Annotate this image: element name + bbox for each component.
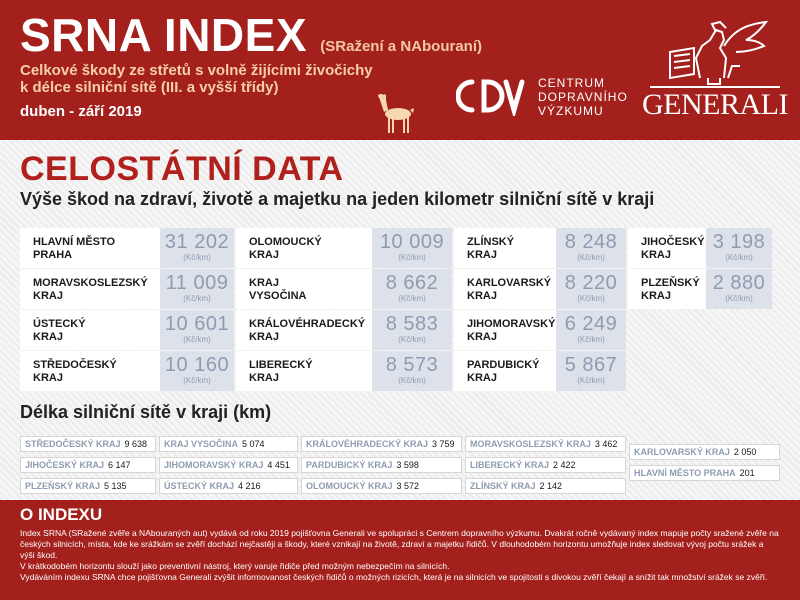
cdv-logo-icon (456, 76, 526, 116)
road-length-item: HLAVNÍ MĚSTO PRAHA 201 (629, 465, 780, 481)
region-damage-value: 2 880 (Kč/km) (706, 269, 772, 309)
region-damage-value: 10 160 (Kč/km) (160, 351, 234, 391)
region-label: ÚSTECKÝ KRAJ (20, 310, 160, 350)
region-label: JIHOČESKÝ KRAJ (628, 228, 706, 268)
region-label: PLZEŇSKÝ KRAJ (628, 269, 706, 309)
region-damage-value: 8 573 (Kč/km) (372, 351, 452, 391)
road-length-item: PARDUBICKÝ KRAJ 3 598 (301, 457, 462, 473)
deer-icon (372, 86, 422, 136)
index-title-expansion: (SRažení a NAbouraní) (320, 38, 482, 55)
index-subtitle: Celkové škody ze střetů s volně žijícími živočichy k délce silniční sítě (III. a vyšší třídy) (20, 62, 373, 96)
region-damage-value: 11 009 (Kč/km) (160, 269, 234, 309)
index-title-text: SRNA INDEX (20, 9, 307, 61)
region-label: KARLOVARSKÝ KRAJ (454, 269, 556, 309)
cdv-logo-text: CENTRUM DOPRAVNÍHO VÝZKUMU (538, 76, 628, 118)
region-damage-value: 5 867 (Kč/km) (556, 351, 626, 391)
road-length-item: KRÁLOVÉHRADECKÝ KRAJ 3 759 (301, 436, 462, 452)
region-damage-value: 6 249 (Kč/km) (556, 310, 626, 350)
region-label: PARDUBICKÝ KRAJ (454, 351, 556, 391)
region-damage-value: 3 198 (Kč/km) (706, 228, 772, 268)
length-title: Délka silniční sítě v kraji (km) (20, 402, 272, 422)
region-label: MORAVSKOSLEZSKÝ KRAJ (20, 269, 160, 309)
road-length-item: JIHOMORAVSKÝ KRAJ 4 451 (159, 457, 298, 473)
road-length-item: PLZEŇSKÝ KRAJ 5 135 (20, 478, 156, 494)
region-label: OLOMOUCKÝ KRAJ (236, 228, 372, 268)
road-length-item: LIBERECKÝ KRAJ 2 422 (465, 457, 626, 473)
region-damage-value: 31 202 (Kč/km) (160, 228, 234, 268)
header-banner (0, 0, 800, 140)
about-paragraph-1: Index SRNA (SRažené zvěře a NAbouraných aut) vydává od roku 2019 pojišťovna Generali ve spolupráci s Centrem dopravního výzkumu. Dvakrát ročně vydávaný index mapuje počty sražené zvěře na českých silnicích, místa, kde ke srážkám se zvěří dochází nejčastěji a škody, které vznikají na životě, zdraví a majetku řidičů. V dlouhodobém horizontu umožňuje index sledovat vývoj počtu srážek a výši škod. (20, 528, 779, 560)
region-label: KRAJ VYSOČINA (236, 269, 372, 309)
road-length-item: KRAJ VYSOČINA 5 074 (159, 436, 298, 452)
road-length-item: OLOMOUCKÝ KRAJ 3 572 (301, 478, 462, 494)
road-length-item: ZLÍNSKÝ KRAJ 2 142 (465, 478, 626, 494)
region-damage-value: 10 601 (Kč/km) (160, 310, 234, 350)
about-title: O INDEXU (20, 505, 103, 524)
region-label: STŘEDOČESKÝ KRAJ (20, 351, 160, 391)
road-length-item: KARLOVARSKÝ KRAJ 2 050 (629, 444, 780, 460)
region-label: KRÁLOVÉHRADECKÝ KRAJ (236, 310, 372, 350)
region-label: HLAVNÍ MĚSTO PRAHA (20, 228, 160, 268)
region-label: LIBERECKÝ KRAJ (236, 351, 372, 391)
region-damage-value: 8 662 (Kč/km) (372, 269, 452, 309)
about-section (0, 500, 800, 600)
about-paragraph-2: V krátkodobém horizontu slouží jako preventivní nástroj, který varuje řidiče před možným nebezpečím na silnicích. (20, 561, 450, 571)
region-damage-value: 8 220 (Kč/km) (556, 269, 626, 309)
region-label: ZLÍNSKÝ KRAJ (454, 228, 556, 268)
region-label: JIHOMORAVSKÝ KRAJ (454, 310, 556, 350)
national-data-section (0, 140, 800, 500)
region-damage-value: 8 583 (Kč/km) (372, 310, 452, 350)
generali-logo-text: GENERALI (642, 88, 788, 121)
region-damage-value: 10 009 (Kč/km) (372, 228, 452, 268)
road-length-item: JIHOČESKÝ KRAJ 6 147 (20, 457, 156, 473)
generali-lion-icon (650, 18, 770, 86)
about-paragraph-3: Vydáváním indexu SRNA chce pojišťovna Generali zvýšit informovanost českých řidičů o možných rizicích, která je na silnicích ve spojitosti s divokou zvěří čekají a snížit tak množství srážek se zvěří. (20, 572, 768, 582)
road-length-item: MORAVSKOSLEZSKÝ KRAJ 3 462 (465, 436, 626, 452)
road-length-item: STŘEDOČESKÝ KRAJ 9 638 (20, 436, 156, 452)
period-label: duben - září 2019 (20, 103, 142, 120)
road-length-item: ÚSTECKÝ KRAJ 4 216 (159, 478, 298, 494)
section-subtitle: Výše škod na zdraví, životě a majetku na jeden kilometr silniční sítě v kraji (20, 189, 655, 209)
section-title: CELOSTÁTNÍ DATA (20, 150, 344, 188)
region-damage-value: 8 248 (Kč/km) (556, 228, 626, 268)
